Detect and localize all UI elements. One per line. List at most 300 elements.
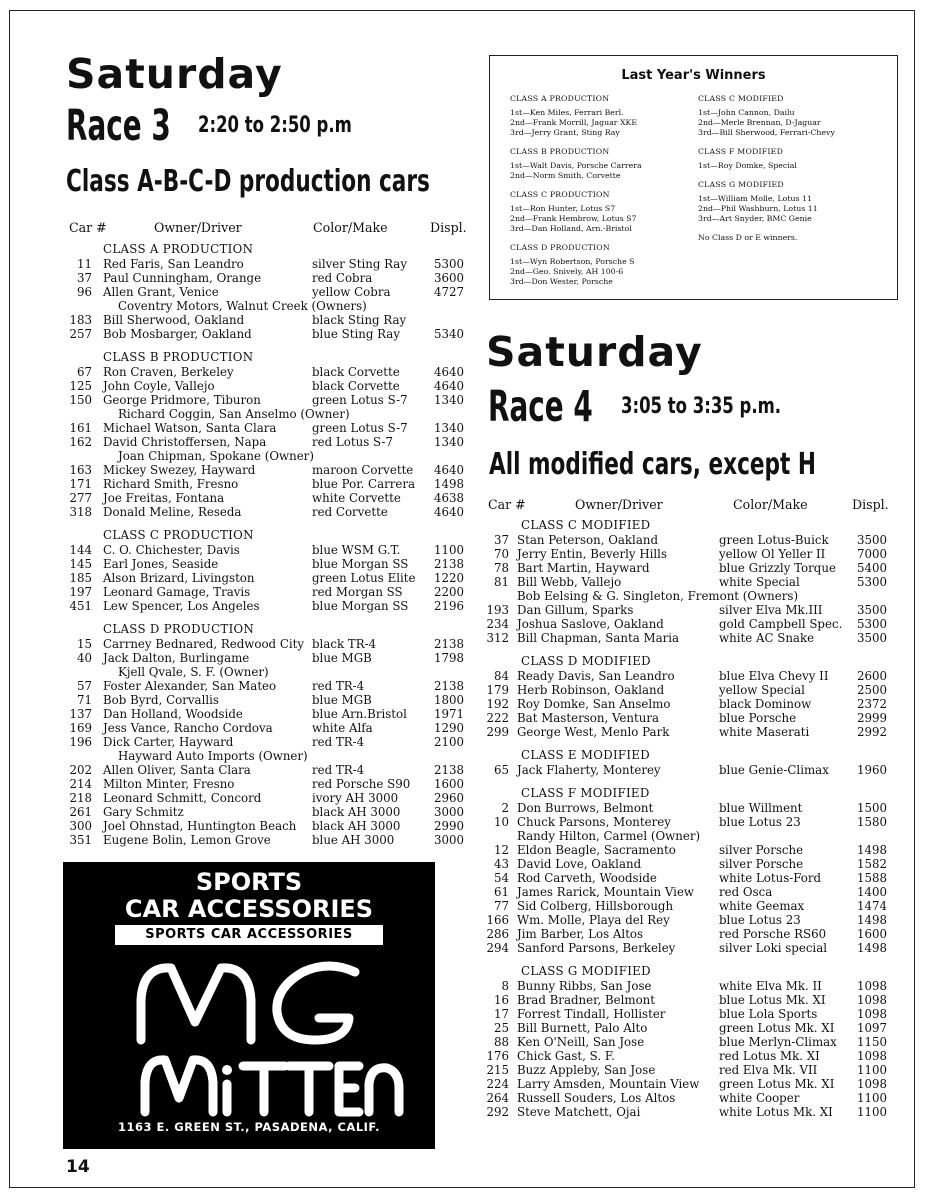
displacement: 2999 bbox=[857, 711, 888, 725]
owner-driver: Sid Colberg, Hillsborough bbox=[517, 899, 674, 913]
winner-line: 1st—John Cannon, Dailu bbox=[698, 108, 795, 117]
displacement: 1100 bbox=[857, 1063, 888, 1077]
winners-production-column bbox=[510, 94, 642, 296]
displacement: 1600 bbox=[857, 927, 888, 941]
owner-driver: Herb Robinson, Oakland bbox=[517, 683, 665, 697]
winners-class-block bbox=[510, 243, 642, 287]
car-number: 299 bbox=[486, 725, 509, 739]
table-row bbox=[0, 725, 927, 739]
class-heading-text: CLASS E MODIFIED bbox=[521, 748, 651, 762]
displacement: 1098 bbox=[857, 1007, 888, 1021]
color-make: blue Lola Sports bbox=[719, 1007, 818, 1021]
color-make: red Morgan SS bbox=[312, 585, 403, 599]
winner-line: 2nd—Frank Hembrow, Lotus S7 bbox=[510, 214, 637, 223]
owner-driver: Ron Craven, Berkeley bbox=[103, 365, 234, 379]
winner-line: 1st—William Molle, Lotus 11 bbox=[698, 194, 812, 203]
owner-driver: Brad Bradner, Belmont bbox=[517, 993, 656, 1007]
displacement: 1600 bbox=[434, 777, 465, 791]
owner-driver: C. O. Chichester, Davis bbox=[103, 543, 240, 557]
owner-driver: Coventry Motors, Walnut Creek (Owners) bbox=[118, 299, 367, 313]
owner-driver: Earl Jones, Seaside bbox=[103, 557, 219, 571]
ad-line-sports: SPORTS bbox=[195, 868, 303, 896]
car-number: 234 bbox=[486, 617, 509, 631]
displacement: 1098 bbox=[857, 1049, 888, 1063]
car-number: 11 bbox=[76, 257, 92, 271]
owner-driver: Paul Cunningham, Orange bbox=[103, 271, 262, 285]
winners-class-heading: CLASS B PRODUCTION bbox=[510, 147, 610, 156]
owner-driver: David Christoffersen, Napa bbox=[103, 435, 267, 449]
color-make: white Geemax bbox=[719, 899, 805, 913]
table-row bbox=[0, 327, 480, 341]
table-row bbox=[0, 711, 927, 725]
displacement: 2196 bbox=[434, 599, 465, 613]
winner-line: 3rd—Jerry Grant, Sting Ray bbox=[510, 128, 620, 137]
race4-number: Race 4 bbox=[488, 382, 593, 432]
displacement: 4640 bbox=[434, 365, 465, 379]
color-make: red Porsche S90 bbox=[312, 777, 411, 791]
color-make: silver Sting Ray bbox=[312, 257, 407, 271]
car-number: 318 bbox=[69, 505, 92, 519]
color-make: blue Lotus Mk. XI bbox=[719, 993, 826, 1007]
color-make: red Lotus S-7 bbox=[312, 435, 394, 449]
displacement: 4727 bbox=[434, 285, 465, 299]
owner-driver: Jess Vance, Rancho Cordova bbox=[103, 721, 273, 735]
race4-title-line bbox=[488, 382, 782, 439]
color-make: green Lotus S-7 bbox=[312, 421, 408, 435]
owner-driver: Buzz Appleby, San Jose bbox=[517, 1063, 656, 1077]
class-heading-text: CLASS C MODIFIED bbox=[521, 518, 651, 532]
owner-driver: Sanford Parsons, Berkeley bbox=[517, 941, 676, 955]
winners-modified-column bbox=[698, 94, 835, 243]
owner-driver: Bat Masterson, Ventura bbox=[517, 711, 660, 725]
race4-time: 3:05 to 3:35 p.m. bbox=[621, 394, 782, 419]
color-make: blue MGB bbox=[312, 693, 372, 707]
page-number: 14 bbox=[66, 1157, 90, 1177]
color-make: maroon Corvette bbox=[312, 463, 414, 477]
car-number: 300 bbox=[69, 819, 92, 833]
displacement: 1098 bbox=[857, 993, 888, 1007]
color-make: blue Arn.Bristol bbox=[312, 707, 407, 721]
owner-driver: Milton Minter, Fresno bbox=[103, 777, 235, 791]
owner-driver: Forrest Tindall, Hollister bbox=[517, 1007, 666, 1021]
color-make: green Lotus Elite bbox=[312, 571, 416, 585]
class-heading bbox=[0, 348, 480, 365]
class-heading bbox=[0, 240, 480, 257]
owner-driver: Wm. Molle, Playa del Rey bbox=[517, 913, 670, 927]
displacement: 1220 bbox=[434, 571, 465, 585]
table-row bbox=[0, 393, 480, 407]
table-row bbox=[0, 815, 927, 829]
displacement: 5400 bbox=[857, 561, 888, 575]
car-number: 54 bbox=[493, 871, 509, 885]
winner-line: 3rd—Don Wester, Porsche bbox=[510, 277, 613, 286]
owner-driver: Chuck Parsons, Monterey bbox=[517, 815, 671, 829]
winner-line: 2nd—Frank Morrill, Jaguar XKE bbox=[510, 118, 638, 127]
displacement: 1340 bbox=[434, 421, 465, 435]
owner-driver: Jack Dalton, Burlingame bbox=[103, 651, 250, 665]
race3-column-headers bbox=[0, 220, 480, 236]
displacement: 2372 bbox=[857, 697, 888, 711]
table-row bbox=[0, 407, 480, 421]
table-row bbox=[0, 365, 480, 379]
color-make: white Corvette bbox=[312, 491, 401, 505]
table-row bbox=[0, 589, 927, 603]
owner-driver: Carrney Bednared, Redwood City bbox=[103, 637, 305, 651]
winners-class-block bbox=[510, 147, 642, 181]
displacement: 5300 bbox=[857, 575, 888, 589]
owner-driver: Ken O'Neill, San Jose bbox=[517, 1035, 645, 1049]
car-number: 292 bbox=[486, 1105, 509, 1119]
owner-driver: Randy Hilton, Carmel (Owner) bbox=[517, 829, 701, 843]
car-number: 25 bbox=[493, 1021, 509, 1035]
owner-driver: Jim Barber, Los Altos bbox=[517, 927, 644, 941]
winner-line: 2nd—Phil Washburn, Lotus 11 bbox=[698, 204, 818, 213]
owner-driver: Russell Souders, Los Altos bbox=[517, 1091, 676, 1105]
color-make: white Lotus Mk. XI bbox=[719, 1105, 833, 1119]
table-row bbox=[0, 449, 480, 463]
table-row bbox=[0, 617, 927, 631]
owner-driver: Joel Ohnstad, Huntington Beach bbox=[103, 819, 297, 833]
table-row bbox=[0, 313, 480, 327]
owner-driver: David Love, Oakland bbox=[517, 857, 642, 871]
winner-line: 2nd—Norm Smith, Corvette bbox=[510, 171, 621, 180]
displacement: 2138 bbox=[434, 637, 465, 651]
race4-day: Saturday bbox=[486, 328, 703, 376]
owner-driver: Stan Peterson, Oakland bbox=[517, 533, 659, 547]
winners-class-block bbox=[510, 94, 642, 138]
color-make: blue Porsche bbox=[719, 711, 797, 725]
header-displ: Displ. bbox=[852, 497, 889, 512]
color-make: white AC Snake bbox=[719, 631, 815, 645]
winners-class-heading: CLASS F MODIFIED bbox=[698, 147, 784, 156]
car-number: 67 bbox=[76, 365, 92, 379]
class-heading-text: CLASS G MODIFIED bbox=[521, 964, 651, 978]
owner-driver: Leonard Schmitt, Concord bbox=[103, 791, 262, 805]
logo-i-dot bbox=[222, 1065, 232, 1075]
displacement: 4638 bbox=[434, 491, 465, 505]
car-number: 43 bbox=[493, 857, 509, 871]
car-number: 183 bbox=[69, 313, 92, 327]
class-heading-text: CLASS A PRODUCTION bbox=[103, 242, 254, 256]
table-row bbox=[0, 843, 927, 857]
car-number: 57 bbox=[76, 679, 92, 693]
color-make: black TR-4 bbox=[312, 637, 377, 651]
displacement: 2960 bbox=[434, 791, 465, 805]
winner-line: 1st—Ken Miles, Ferrari Berl. bbox=[510, 108, 624, 117]
color-make: blue MGB bbox=[312, 651, 372, 665]
car-number: 222 bbox=[486, 711, 509, 725]
color-make: silver Elva Mk.III bbox=[719, 603, 823, 617]
color-make: blue AH 3000 bbox=[312, 833, 395, 847]
table-row bbox=[0, 435, 480, 449]
ad-line-car-accessories: CAR ACCESSORIES bbox=[124, 895, 374, 923]
race3-title-line bbox=[66, 101, 352, 158]
color-make: blue Lotus 23 bbox=[719, 815, 801, 829]
car-number: 2 bbox=[501, 801, 509, 815]
car-number: 8 bbox=[501, 979, 509, 993]
owner-driver: John Coyle, Vallejo bbox=[103, 379, 215, 393]
header-owner: Owner/Driver bbox=[575, 497, 663, 512]
displacement: 4640 bbox=[434, 379, 465, 393]
owner-driver: Bill Burnett, Palo Alto bbox=[517, 1021, 648, 1035]
color-make: blue WSM G.T. bbox=[312, 543, 401, 557]
displacement: 3600 bbox=[434, 271, 465, 285]
displacement: 1474 bbox=[857, 899, 888, 913]
table-row bbox=[0, 801, 927, 815]
car-number: 202 bbox=[69, 763, 92, 777]
color-make: blue Genie-Climax bbox=[719, 763, 829, 777]
ad-band: SPORTS CAR ACCESSORIES bbox=[115, 925, 383, 945]
car-number: 145 bbox=[69, 557, 92, 571]
class-heading-text: CLASS B PRODUCTION bbox=[103, 350, 254, 364]
color-make: silver Loki special bbox=[719, 941, 828, 955]
car-number: 137 bbox=[69, 707, 92, 721]
color-make: red Cobra bbox=[312, 271, 373, 285]
car-number: 218 bbox=[69, 791, 92, 805]
owner-driver: Leonard Gamage, Travis bbox=[103, 585, 251, 599]
car-number: 215 bbox=[486, 1063, 509, 1077]
color-make: yellow Special bbox=[719, 683, 805, 697]
car-number: 78 bbox=[493, 561, 509, 575]
table-row bbox=[0, 631, 927, 645]
car-number: 193 bbox=[486, 603, 509, 617]
color-make: red Porsche RS60 bbox=[719, 927, 827, 941]
winners-class-block bbox=[698, 147, 835, 171]
table-row bbox=[0, 421, 480, 435]
logo-m-small-shape bbox=[145, 1060, 213, 1112]
winners-class-block bbox=[510, 190, 642, 234]
owner-driver: Chick Gast, S. F. bbox=[517, 1049, 615, 1063]
car-number: 65 bbox=[493, 763, 509, 777]
color-make: white Maserati bbox=[719, 725, 810, 739]
owner-driver: George Pridmore, Tiburon bbox=[103, 393, 261, 407]
owner-driver: Dick Carter, Hayward bbox=[103, 735, 234, 749]
car-number: 179 bbox=[486, 683, 509, 697]
owner-driver: Hayward Auto Imports (Owner) bbox=[118, 749, 308, 763]
table-row bbox=[0, 299, 480, 313]
displacement: 1150 bbox=[857, 1035, 888, 1049]
table-row bbox=[0, 561, 927, 575]
winners-class-heading: CLASS D PRODUCTION bbox=[510, 243, 610, 252]
winner-line: 1st—Wyn Robertson, Porsche S bbox=[510, 257, 635, 266]
race3-number: Race 3 bbox=[66, 101, 171, 151]
owner-driver: Joshua Saslove, Oakland bbox=[517, 617, 664, 631]
displacement: 1098 bbox=[857, 979, 888, 993]
car-number: 171 bbox=[69, 477, 92, 491]
car-number: 61 bbox=[493, 885, 509, 899]
displacement: 5340 bbox=[434, 327, 465, 341]
owner-driver: Don Burrows, Belmont bbox=[517, 801, 654, 815]
owner-driver: Bob Mosbarger, Oakland bbox=[103, 327, 252, 341]
owner-driver: Bob Byrd, Corvallis bbox=[103, 693, 219, 707]
displacement: 2138 bbox=[434, 557, 465, 571]
displacement: 1798 bbox=[434, 651, 465, 665]
color-make: silver Porsche bbox=[719, 843, 804, 857]
color-make: green Lotus Mk. XI bbox=[719, 1021, 835, 1035]
race3-day: Saturday bbox=[66, 50, 283, 98]
owner-driver: Jerry Entin, Beverly Hills bbox=[517, 547, 668, 561]
car-number: 161 bbox=[69, 421, 92, 435]
table-row bbox=[0, 829, 927, 843]
displacement: 1100 bbox=[857, 1091, 888, 1105]
class-heading bbox=[0, 652, 927, 669]
owner-driver: Allen Oliver, Santa Clara bbox=[103, 763, 251, 777]
table-row bbox=[0, 271, 480, 285]
owner-driver: Bob Eelsing & G. Singleton, Fremont (Owners) bbox=[517, 589, 799, 603]
car-number: 257 bbox=[69, 327, 92, 341]
winners-class-block bbox=[698, 180, 835, 224]
color-make: blue Merlyn-Climax bbox=[719, 1035, 837, 1049]
logo-n-shape bbox=[369, 1068, 399, 1112]
displacement: 5300 bbox=[857, 617, 888, 631]
car-number: 214 bbox=[69, 777, 92, 791]
car-number: 351 bbox=[69, 833, 92, 847]
car-number: 261 bbox=[69, 805, 92, 819]
color-make: blue Morgan SS bbox=[312, 557, 409, 571]
color-make: blue Elva Chevy II bbox=[719, 669, 829, 683]
displacement: 1960 bbox=[857, 763, 888, 777]
owner-driver: Michael Watson, Santa Clara bbox=[103, 421, 277, 435]
owner-driver: James Rarick, Mountain View bbox=[517, 885, 695, 899]
displacement: 2138 bbox=[434, 763, 465, 777]
header-displ: Displ. bbox=[430, 220, 467, 235]
owner-driver: Dan Holland, Woodside bbox=[103, 707, 243, 721]
car-number: 144 bbox=[69, 543, 92, 557]
car-number: 196 bbox=[69, 735, 92, 749]
table-row bbox=[0, 477, 480, 491]
winners-class-heading: CLASS A PRODUCTION bbox=[510, 94, 610, 103]
color-make: green Lotus S-7 bbox=[312, 393, 408, 407]
table-row bbox=[0, 697, 927, 711]
car-number: 40 bbox=[76, 651, 92, 665]
car-number: 17 bbox=[493, 1007, 509, 1021]
owner-driver: Larry Amsden, Mountain View bbox=[517, 1077, 700, 1091]
owner-driver: Jack Flaherty, Monterey bbox=[517, 763, 661, 777]
header-owner: Owner/Driver bbox=[154, 220, 242, 235]
displacement: 1340 bbox=[434, 435, 465, 449]
car-number: 224 bbox=[486, 1077, 509, 1091]
color-make: blue Por. Carrera bbox=[312, 477, 416, 491]
displacement: 2100 bbox=[434, 735, 465, 749]
displacement: 1580 bbox=[857, 815, 888, 829]
displacement: 2138 bbox=[434, 679, 465, 693]
color-make: ivory AH 3000 bbox=[312, 791, 399, 805]
winners-class-block bbox=[698, 94, 835, 138]
winners-title: Last Year's Winners bbox=[621, 68, 766, 83]
car-number: 84 bbox=[493, 669, 509, 683]
mg-mitten-advertisement bbox=[63, 862, 435, 1149]
owner-driver: Joan Chipman, Spokane (Owner) bbox=[118, 449, 314, 463]
winner-line: 3rd—Dan Holland, Arn.-Bristol bbox=[510, 224, 632, 233]
owner-driver: Rod Carveth, Woodside bbox=[517, 871, 657, 885]
displacement: 1097 bbox=[857, 1021, 888, 1035]
displacement: 2500 bbox=[857, 683, 888, 697]
header-car: Car # bbox=[488, 497, 526, 512]
winner-line: 1st—Walt Davis, Porsche Carrera bbox=[510, 161, 642, 170]
car-number: 312 bbox=[486, 631, 509, 645]
table-row bbox=[0, 669, 927, 683]
logo-m-shape bbox=[141, 968, 251, 1040]
color-make: black Corvette bbox=[312, 379, 400, 393]
color-make: silver Porsche bbox=[719, 857, 804, 871]
last-years-winners-box bbox=[489, 55, 898, 300]
displacement: 3500 bbox=[857, 631, 888, 645]
car-number: 88 bbox=[493, 1035, 509, 1049]
ad-address: 1163 E. GREEN ST., PASADENA, CALIF. bbox=[118, 1120, 380, 1134]
color-make: blue Grizzly Torque bbox=[719, 561, 836, 575]
car-number: 192 bbox=[486, 697, 509, 711]
color-make: yellow Ol Yeller II bbox=[719, 547, 826, 561]
class-heading bbox=[0, 516, 927, 533]
car-number: 451 bbox=[69, 599, 92, 613]
displacement: 2200 bbox=[434, 585, 465, 599]
displacement: 1498 bbox=[857, 843, 888, 857]
color-make: red Corvette bbox=[312, 505, 388, 519]
displacement: 1100 bbox=[434, 543, 465, 557]
color-make: blue Morgan SS bbox=[312, 599, 409, 613]
displacement: 5300 bbox=[434, 257, 465, 271]
displacement: 2990 bbox=[434, 819, 465, 833]
class-heading bbox=[0, 746, 927, 763]
owner-driver: Bill Webb, Vallejo bbox=[517, 575, 622, 589]
car-number: 163 bbox=[69, 463, 92, 477]
car-number: 150 bbox=[69, 393, 92, 407]
displacement: 1290 bbox=[434, 721, 465, 735]
table-row bbox=[0, 547, 927, 561]
car-number: 70 bbox=[493, 547, 509, 561]
car-number: 77 bbox=[493, 899, 509, 913]
car-number: 81 bbox=[493, 575, 509, 589]
displacement: 1498 bbox=[434, 477, 465, 491]
winner-line: 3rd—Bill Sherwood, Ferrari-Chevy bbox=[698, 128, 835, 137]
owner-driver: Eugene Bolin, Lemon Grove bbox=[103, 833, 271, 847]
color-make: red Osca bbox=[719, 885, 773, 899]
class-heading-text: CLASS F MODIFIED bbox=[521, 786, 650, 800]
logo-e-shape bbox=[339, 1066, 359, 1112]
race3-subtitle: Class A-B-C-D production cars bbox=[66, 164, 430, 199]
displacement: 4640 bbox=[434, 463, 465, 477]
header-color: Color/Make bbox=[313, 220, 388, 235]
owner-driver: George West, Menlo Park bbox=[517, 725, 670, 739]
car-number: 162 bbox=[69, 435, 92, 449]
color-make: red Elva Mk. VII bbox=[719, 1063, 818, 1077]
car-number: 15 bbox=[76, 637, 92, 651]
color-make: red TR-4 bbox=[312, 763, 365, 777]
color-make: white Special bbox=[719, 575, 800, 589]
table-row bbox=[0, 575, 927, 589]
color-make: blue Lotus 23 bbox=[719, 913, 801, 927]
owner-driver: Lew Spencer, Los Angeles bbox=[103, 599, 260, 613]
color-make: black Dominow bbox=[719, 697, 812, 711]
car-number: 16 bbox=[493, 993, 509, 1007]
car-number: 185 bbox=[69, 571, 92, 585]
owner-driver: Allen Grant, Venice bbox=[103, 285, 219, 299]
owner-driver: Foster Alexander, San Mateo bbox=[103, 679, 277, 693]
winner-line: 2nd—Geo. Snively, AH 100-6 bbox=[510, 267, 624, 276]
color-make: white Lotus-Ford bbox=[719, 871, 822, 885]
color-make: black Corvette bbox=[312, 365, 400, 379]
table-row bbox=[0, 603, 927, 617]
owner-driver: Roy Domke, San Anselmo bbox=[517, 697, 671, 711]
race3-time: 2:20 to 2:50 p.m bbox=[198, 113, 352, 138]
car-number: 264 bbox=[486, 1091, 509, 1105]
displacement: 3500 bbox=[857, 603, 888, 617]
owner-driver: Eldon Beagle, Sacramento bbox=[517, 843, 676, 857]
car-number: 71 bbox=[76, 693, 92, 707]
owner-driver: Kjell Qvale, S. F. (Owner) bbox=[118, 665, 269, 679]
logo-tt-shape bbox=[243, 1066, 329, 1112]
winner-line: 1st—Ron Hunter, Lotus S7 bbox=[510, 204, 616, 213]
